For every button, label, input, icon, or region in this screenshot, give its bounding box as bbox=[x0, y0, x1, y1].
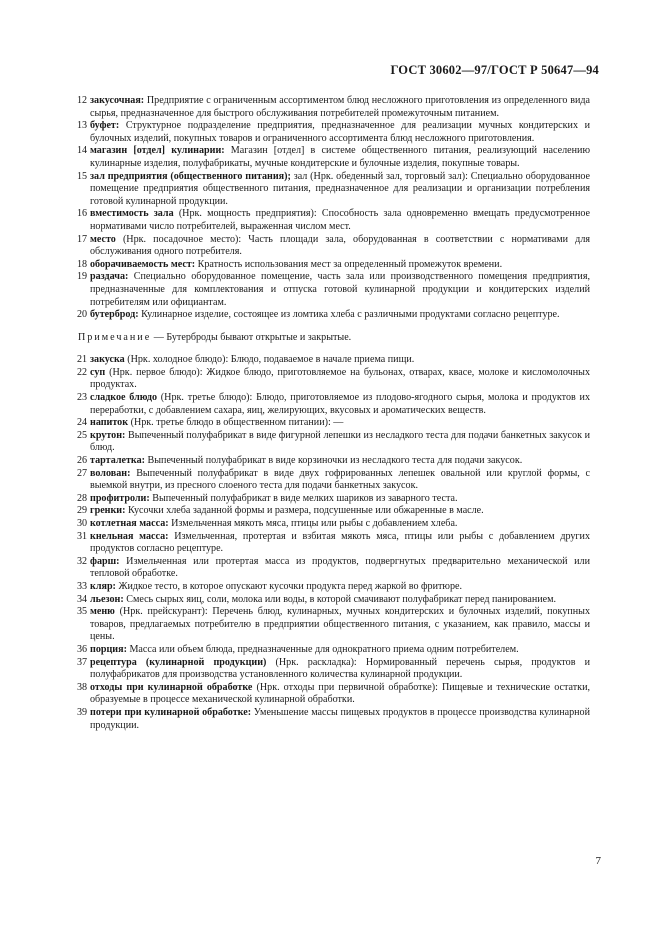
entry-definition: Измельченная или протертая масса из продуктов, подвергнутых предварительно механической или тепловой обработке. bbox=[90, 555, 590, 580]
term-entry bbox=[78, 531, 590, 556]
document-body bbox=[78, 95, 590, 732]
entry-term: фарш: bbox=[90, 555, 120, 567]
entry-term: напиток bbox=[90, 417, 129, 429]
term-entry bbox=[78, 120, 590, 145]
term-entry bbox=[78, 581, 590, 594]
entry-definition: Выпеченный полуфабрикат в виде корзиночки из несладкого теста для подачи закусок. bbox=[145, 455, 523, 467]
entry-definition: Масса или объем блюда, предназначенные для однократного приема одним потребителем. bbox=[126, 643, 519, 655]
term-entry bbox=[78, 417, 590, 430]
entry-term: магазин [отдел] кулинарии: bbox=[90, 145, 225, 157]
entry-number: 22 bbox=[77, 366, 88, 378]
term-list-b bbox=[78, 354, 590, 732]
entry-number: 15 bbox=[77, 170, 88, 182]
entry-definition: Предприятие с ограниченным ассортиментом блюд несложного приготовления из определенного вида сырья, предназначенное для быстрого обслуживания потребителей промежуточным питанием. bbox=[90, 95, 590, 119]
entry-number: 38 bbox=[77, 681, 88, 693]
entry-term: гренки: bbox=[90, 505, 126, 517]
entry-number: 30 bbox=[77, 518, 88, 529]
term-entry bbox=[78, 145, 590, 170]
entry-definition: (Нрк. раскладка): Нормированный перечень сырья, продуктов и полуфабрикатов для производства установленного количества кулинарной продукции. bbox=[90, 656, 590, 681]
entry-definition: (Нрк. отходы при первичной обработке): Пищевые и технические остатки, образуемые в процессе механической кулинарной обработки. bbox=[90, 681, 590, 706]
entry-term: суп bbox=[90, 366, 106, 378]
entry-term: тарталетка: bbox=[90, 455, 145, 467]
entry-number: 19 bbox=[77, 271, 88, 283]
entry-term: льезон: bbox=[90, 593, 124, 605]
term-entry bbox=[78, 171, 590, 209]
entry-definition: Жидкое тесто, в которое опускают кусочки продукта перед жаркой во фритюре. bbox=[115, 580, 463, 592]
entry-number: 36 bbox=[77, 643, 88, 655]
entry-number: 34 bbox=[77, 593, 88, 605]
entry-definition: Уменьшение массы пищевых продуктов в процессе производства кулинарной продукции. bbox=[90, 706, 591, 731]
entry-number: 26 bbox=[77, 455, 88, 467]
note-text: — Бутерброды бывают открытые и закрытые. bbox=[151, 331, 352, 343]
entry-definition: Измельченная мякоть мяса, птицы или рыбы с добавлением хлеба. bbox=[168, 518, 458, 529]
term-entry bbox=[78, 354, 590, 367]
term-entry bbox=[78, 455, 590, 468]
entry-number: 20 bbox=[77, 309, 88, 321]
entry-term: отходы при кулинарной обработке bbox=[90, 681, 253, 693]
term-entry bbox=[78, 430, 590, 455]
entry-definition: (Нрк. прейскурант): Перечень блюд, кулинарных, мучных кондитерских и булочных изделий, покупных товаров, предлагаемых потребителю в предприятии общественного питания, с указанием, как правило, массы и цены. bbox=[90, 606, 590, 643]
entry-definition: Измельченная, протертая и взбитая мякоть мяса, птицы или рыбы с добавлением других продуктов согласно рецептуре. bbox=[90, 530, 590, 555]
term-entry bbox=[78, 657, 590, 682]
term-entry bbox=[78, 556, 590, 581]
entry-definition: (Нрк. мощность предприятия): Способность зала одновременно вмещать предусмотренное нормативами число потребителей, выраженная числом мест. bbox=[90, 208, 590, 232]
entry-term: закуска bbox=[90, 354, 125, 366]
term-entry bbox=[78, 259, 590, 272]
term-entry bbox=[78, 367, 590, 392]
entry-number: 35 bbox=[77, 606, 88, 618]
term-entry bbox=[78, 392, 590, 417]
entry-term: закусочная: bbox=[90, 95, 145, 106]
term-list-a bbox=[78, 95, 590, 322]
entry-number: 29 bbox=[77, 505, 88, 517]
entry-term: бутерброд: bbox=[90, 309, 139, 321]
term-entry bbox=[78, 518, 590, 531]
term-entry bbox=[78, 271, 590, 309]
entry-number: 12 bbox=[77, 95, 88, 106]
entry-term: порция: bbox=[90, 643, 127, 655]
term-entry bbox=[78, 594, 590, 607]
entry-number: 27 bbox=[77, 467, 88, 479]
entry-definition: Выпеченный полуфабрикат в виде двух гофрированных лепешек овальной или круглой формы, с выемкой внутри, из пресного слоеного теста для подачи банкетных закусок. bbox=[90, 467, 590, 492]
term-entry bbox=[78, 468, 590, 493]
term-entry bbox=[78, 682, 590, 707]
note-label: Примечание bbox=[78, 331, 152, 343]
entry-term: кнельная масса: bbox=[90, 530, 169, 542]
entry-number: 39 bbox=[77, 706, 88, 718]
entry-term: волован: bbox=[90, 467, 131, 479]
entry-term: меню bbox=[90, 606, 115, 618]
term-entry bbox=[78, 707, 590, 732]
term-entry bbox=[78, 606, 590, 644]
entry-term: рецептура (кулинарной продукции) bbox=[90, 656, 267, 668]
page-number: 7 bbox=[595, 855, 601, 867]
term-entry bbox=[78, 234, 590, 259]
term-entry bbox=[78, 493, 590, 506]
entry-definition: Кратность использования мест за определенный промежуток времени. bbox=[195, 258, 503, 270]
entry-definition: Кусочки хлеба заданной формы и размера, подсушенные или обжаренные в масле. bbox=[125, 505, 484, 517]
entry-number: 23 bbox=[77, 392, 88, 404]
entry-number: 17 bbox=[77, 233, 88, 245]
entry-definition: (Нрк. третье блюдо в общественном питании): — bbox=[128, 417, 344, 429]
entry-term: сладкое блюдо bbox=[90, 392, 158, 404]
entry-number: 18 bbox=[77, 258, 88, 270]
term-entry bbox=[78, 644, 590, 657]
entry-definition: зал (Нрк. обеденный зал, торговый зал): Специально оборудованное помещение предприятия общественного питания, предназначенное для реализации и организации потребления готовой кулинарной продукции. bbox=[90, 170, 590, 207]
entry-number: 21 bbox=[77, 354, 88, 366]
term-entry bbox=[78, 309, 590, 322]
entry-definition: Кулинарное изделие, состоящее из ломтика хлеба с различными продуктами согласно рецептуре. bbox=[138, 309, 560, 321]
entry-definition: (Нрк. первое блюдо): Жидкое блюдо, приготовляемое на бульонах, отварах, квасе, молоке и кисломолочных продуктах. bbox=[90, 366, 590, 391]
entry-definition: (Нрк. посадочное место): Часть площади зала, оборудованная в соответствии с нормативами для обслуживания одного потребителя. bbox=[90, 233, 590, 258]
entry-definition: Выпеченный полуфабрикат в виде мелких шариков из заварного теста. bbox=[149, 492, 458, 504]
term-entry bbox=[78, 208, 590, 233]
entry-term: оборачиваемость мест: bbox=[90, 258, 196, 270]
entry-definition: (Нрк. холодное блюдо): Блюдо, подаваемое в начале приема пищи. bbox=[124, 354, 415, 366]
entry-definition: Магазин [отдел] в системе общественного питания, реализующий населению кулинарные изделия, полуфабрикаты, мучные кондитерские и булочные изделия, покупные товары. bbox=[90, 145, 590, 169]
note bbox=[78, 332, 590, 345]
entry-term: профитроли: bbox=[90, 492, 150, 504]
entry-number: 37 bbox=[77, 656, 88, 668]
entry-definition: Структурное подразделение предприятия, предназначенное для реализации мучных кондитерских и булочных изделий, покупных товаров и ограниченного ассортимента блюд несложного приготовления. bbox=[90, 120, 590, 144]
entry-number: 13 bbox=[77, 120, 88, 132]
entry-number: 16 bbox=[77, 208, 88, 220]
term-entry bbox=[78, 505, 590, 518]
entry-term: кляр: bbox=[90, 580, 116, 592]
entry-definition: Смесь сырых яиц, соли, молока или воды, в которой смачивают полуфабрикат перед панированием. bbox=[123, 593, 557, 605]
standard-title: ГОСТ 30602—97/ГОСТ Р 50647—94 bbox=[390, 63, 599, 77]
entry-number: 33 bbox=[77, 580, 88, 592]
entry-number: 25 bbox=[77, 429, 88, 441]
entry-number: 28 bbox=[77, 492, 88, 504]
entry-definition: (Нрк. третье блюдо): Блюдо, приготовляемое из плодово-ягодного сырья, молока и продуктов их переработки, с добавлением сахара, яиц, желирующих, вкусовых и ароматических веществ. bbox=[90, 392, 590, 416]
entry-definition: Специально оборудованное помещение, часть зала или производственного помещения предприятия, предназначенные для комплектования и отпуска готовой кулинарной продукции и кондитерских изделий потребителям или официантам. bbox=[90, 271, 590, 308]
entry-number: 31 bbox=[77, 530, 88, 542]
entry-number: 32 bbox=[77, 555, 88, 567]
entry-term: буфет: bbox=[90, 120, 120, 132]
entry-term: котлетная масса: bbox=[90, 518, 169, 529]
entry-term: зал предприятия (общественного питания); bbox=[90, 170, 291, 182]
entry-term: потери при кулинарной обработке: bbox=[90, 706, 252, 718]
entry-number: 24 bbox=[77, 417, 88, 429]
entry-term: раздача: bbox=[90, 271, 129, 283]
entry-term: место bbox=[90, 233, 116, 245]
entry-term: вместимость зала bbox=[90, 208, 174, 220]
entry-term: крутон: bbox=[90, 429, 126, 441]
entry-number: 14 bbox=[77, 145, 88, 157]
term-entry bbox=[78, 95, 590, 120]
entry-definition: Выпеченный полуфабрикат в виде фигурной лепешки из несладкого теста для подачи банкетных закусок и блюд. bbox=[90, 429, 590, 454]
